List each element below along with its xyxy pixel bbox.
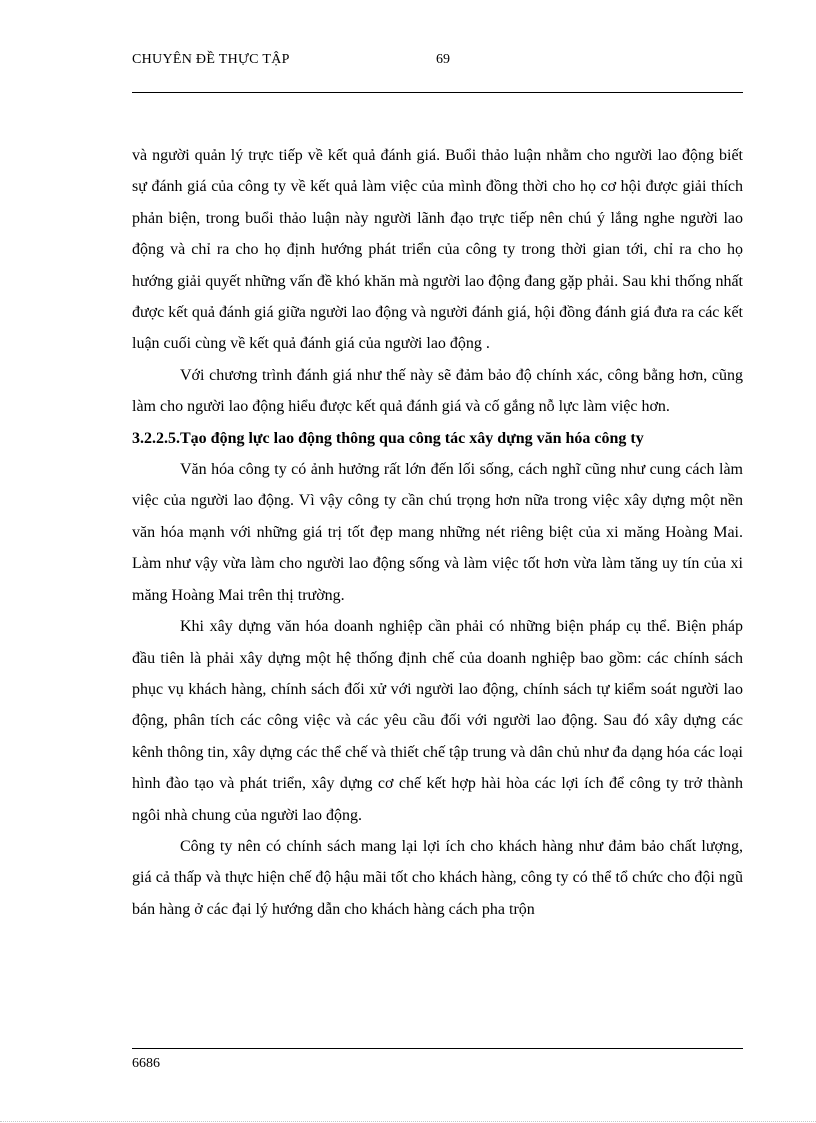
paragraph-1: và người quản lý trực tiếp về kết quả đánh giá. Buổi thảo luận nhằm cho người lao động biết sự đánh giá của công ty về kết quả làm việc của mình đồng thời cho họ cơ hội được giải thích phản biện, trong buổi thảo luận này người lãnh đạo trực tiếp nên chú ý lắng nghe người lao động và chỉ ra cho họ định hướng phát triển của công ty trong thời gian tới, chỉ ra cho họ hướng giải quyết những vấn đề khó khăn mà người lao động đang gặp phải. Sau khi thống nhất được kết quả đánh giá giữa người lao động và người đánh giá, hội đồng đánh giá đưa ra các kết luận cuối cùng về kết quả đánh giá của người lao động .	[132, 147, 743, 353]
document-body	[132, 140, 743, 925]
paragraph-4: Khi xây dựng văn hóa doanh nghiệp cần phải có những biện pháp cụ thể. Biện pháp đầu tiên là phải xây dựng một hệ thống định chế của doanh nghiệp bao gồm: các chính sách phục vụ khách hàng, chính sách đối xử với người lao động, chính sách tự kiểm soát người lao động, phân tích các công việc và các yêu cầu đối với người lao động. Sau đó xây dựng các kênh thông tin, xây dựng các thể chế và thiết chế tập trung và dân chủ như đa dạng hóa các loại hình đào tạo và phát triển, xây dựng cơ chế kết hợp hài hòa các lợi ích để công ty trở thành ngôi nhà chung của người lao động.	[132, 618, 743, 824]
page-edge-dotted-line	[0, 1121, 816, 1122]
section-heading: 3.2.2.5.Tạo động lực lao động thông qua công tác xây dựng văn hóa công ty	[132, 429, 644, 447]
paragraph-2: Với chương trình đánh giá như thế này sẽ đảm bảo độ chính xác, công bằng hơn, cũng làm cho người lao động hiểu được kết quả đánh giá và cố gắng nỗ lực làm việc hơn.	[132, 366, 743, 416]
paragraph-5: Công ty nên có chính sách mang lại lợi ích cho khách hàng như đảm bảo chất lượng, giá cả thấp và thực hiện chế độ hậu mãi tốt cho khách hàng, công ty có thể tổ chức cho đội ngũ bán hàng ở các đại lý hướng dẫn cho khách hàng cách pha trộn	[132, 837, 743, 918]
footer-divider	[132, 1048, 743, 1049]
page-number: 69	[436, 52, 450, 67]
header-divider	[132, 92, 743, 93]
page-header	[132, 52, 744, 74]
paragraph-3: Văn hóa công ty có ảnh hưởng rất lớn đến lối sống, cách nghĩ cũng như cung cách làm việc của người lao động. Vì vậy công ty cần chú trọng hơn nữa trong việc xây dựng một nền văn hóa mạnh với những giá trị tốt đẹp mang những nét riêng biệt của xi măng Hoàng Mai. Làm như vậy vừa làm cho người lao động sống và làm việc tốt hơn vừa làm tăng uy tín của xi măng Hoàng Mai trên thị trường.	[132, 461, 743, 604]
footer-code: 6686	[132, 1056, 160, 1071]
document-title: CHUYÊN ĐỀ THỰC TẬP	[132, 52, 290, 67]
